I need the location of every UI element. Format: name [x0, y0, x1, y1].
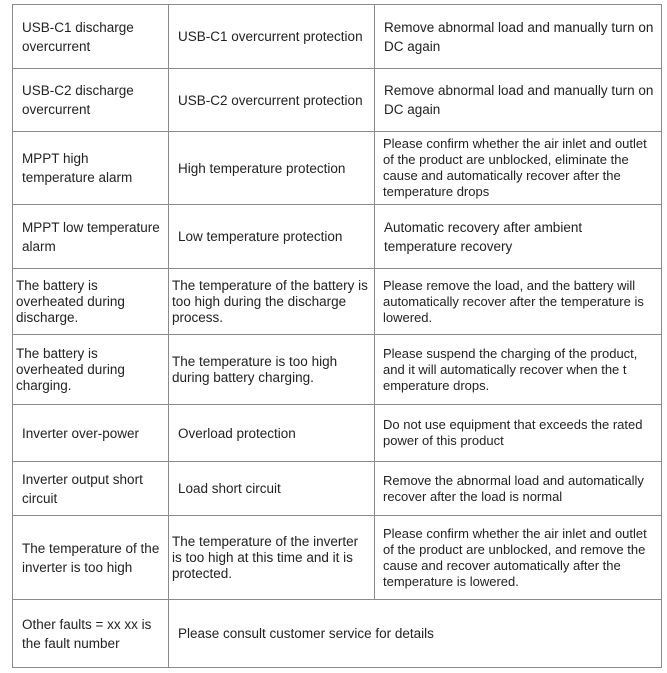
table-row	[13, 5, 662, 69]
solution-cell: Do not use equipment that exceeds the rated power of this product	[375, 405, 662, 462]
table-row	[13, 132, 662, 205]
table-row	[13, 600, 662, 668]
protection-cell: The temperature of the battery is too high during the discharge process.	[169, 269, 375, 335]
solution-cell: Remove abnormal load and manually turn on DC again	[375, 5, 662, 69]
protection-cell: Load short circuit	[169, 462, 375, 516]
solution-cell: Remove the abnormal load and automatically recover after the load is normal	[375, 462, 662, 516]
table-row	[13, 516, 662, 600]
fault-cell: MPPT low temperature alarm	[13, 205, 169, 269]
fault-cell: Inverter output short circuit	[13, 462, 169, 516]
solution-cell: Please suspend the charging of the product, and it will automatically recover when the t emperature drops.	[375, 335, 662, 405]
fault-cell: The temperature of the inverter is too high	[13, 516, 169, 600]
solution-cell: Automatic recovery after ambient temperature recovery	[375, 205, 662, 269]
protection-cell: Overload protection	[169, 405, 375, 462]
table-row	[13, 335, 662, 405]
table-row	[13, 69, 662, 132]
fault-cell: USB-C1 discharge overcurrent	[13, 5, 169, 69]
table-row	[13, 269, 662, 335]
protection-cell: High temperature protection	[169, 132, 375, 205]
solution-cell: Please confirm whether the air inlet and outlet of the product are unblocked, and remove the cause and recover automatically after the temperature is lowered.	[375, 516, 662, 600]
table-row	[13, 205, 662, 269]
fault-cell: The battery is overheated during discharge.	[13, 269, 169, 335]
fault-cell: Inverter over-power	[13, 405, 169, 462]
solution-cell: Please confirm whether the air inlet and outlet of the product are unblocked, eliminate the cause and automatically recover after the temperature drops	[375, 132, 662, 205]
fault-cell: USB-C2 discharge overcurrent	[13, 69, 169, 132]
solution-cell: Please consult customer service for details	[169, 600, 662, 668]
table-row	[13, 462, 662, 516]
table-row	[13, 405, 662, 462]
fault-cell: The battery is overheated during charging.	[13, 335, 169, 405]
protection-cell: USB-C1 overcurrent protection	[169, 5, 375, 69]
protection-cell: Low temperature protection	[169, 205, 375, 269]
fault-cell: Other faults = xx xx is the fault number	[13, 600, 169, 668]
solution-cell: Remove abnormal load and manually turn on DC again	[375, 69, 662, 132]
fault-table	[12, 4, 662, 668]
protection-cell: USB-C2 overcurrent protection	[169, 69, 375, 132]
fault-cell: MPPT high temperature alarm	[13, 132, 169, 205]
protection-cell: The temperature is too high during battery charging.	[169, 335, 375, 405]
protection-cell: The temperature of the inverter is too high at this time and it is protected.	[169, 516, 375, 600]
solution-cell: Please remove the load, and the battery will automatically recover after the temperature is lowered.	[375, 269, 662, 335]
